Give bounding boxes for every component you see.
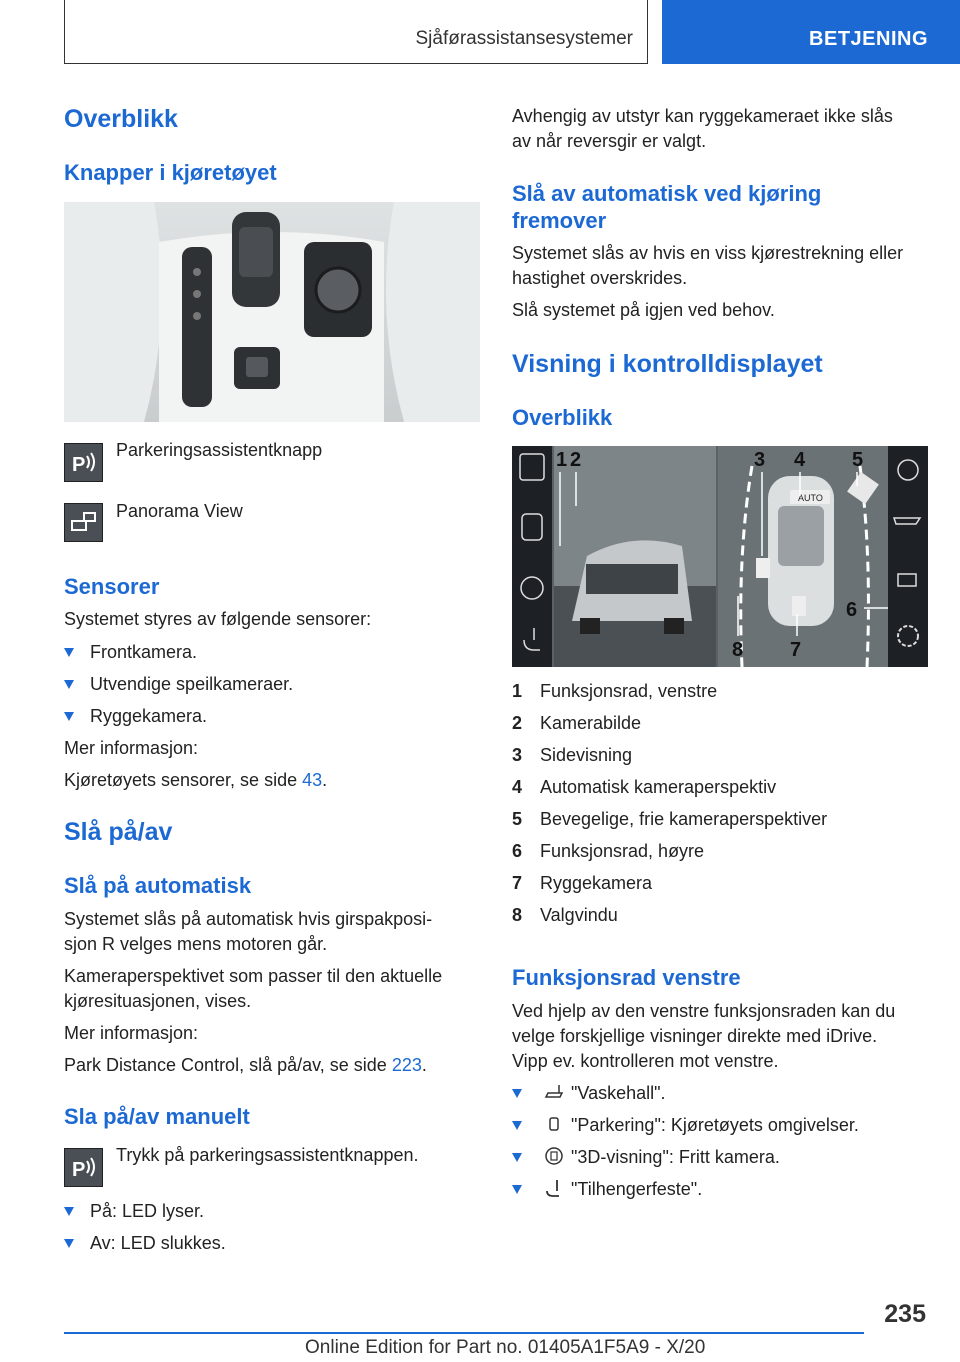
heading-auto-on: Slå på automatisk — [64, 873, 252, 898]
heading-auto-off-line1: Slå av automatisk ved kjøring — [512, 181, 822, 206]
parking-assistant-button-label: Parkeringsassistentknapp — [116, 440, 323, 460]
sensors-reference: Kjøretøyets sensorer, se side 43. — [64, 770, 328, 790]
list-item: "3D-visning": Fritt kamera. — [512, 1145, 780, 1170]
func-text-line2: velge forskjellige visninger direkte med iDrive. — [512, 1026, 878, 1046]
legend-item: 4 Automatisk kameraperspektiv — [512, 777, 777, 797]
header-tab[interactable] — [662, 0, 960, 64]
car-wash-icon — [543, 1081, 565, 1103]
legend-item: 8 Valgvindu — [512, 905, 618, 925]
list-item: Ryggekamera. — [64, 704, 207, 729]
console-buttons-photo — [64, 202, 480, 422]
off-text-line3: Slå systemet på igjen ved behov. — [512, 300, 775, 320]
header-section-box — [64, 0, 648, 64]
page-number: 235 — [884, 1300, 926, 1328]
callout-8: 8 — [732, 639, 744, 661]
intro-line2: av når reversgir er valgt. — [512, 131, 707, 151]
manual-text: Trykk på parkeringsassistentknappen. — [116, 1145, 419, 1165]
page-link-43[interactable]: 43 — [302, 770, 323, 790]
heading-sensors: Sensorer — [64, 574, 160, 599]
panorama-view-label: Panorama View — [116, 501, 243, 521]
callout-5: 5 — [852, 449, 864, 471]
off-text-line2: hastighet overskrides. — [512, 268, 688, 288]
legend-item: 3 Sidevisning — [512, 745, 633, 765]
list-item: "Tilhengerfeste". — [512, 1177, 702, 1202]
3d-view-icon — [543, 1145, 565, 1167]
svg-text:AUTO: AUTO — [798, 493, 823, 503]
legend-item: 6 Funksjonsrad, høyre — [512, 841, 705, 861]
intro-line1: Avhengig av utstyr kan ryggekameraet ikke slås — [512, 106, 893, 126]
parking-assistant-button-icon — [64, 443, 103, 482]
auto-text-line4: kjøresituasjonen, vises. — [64, 991, 252, 1011]
callout-2: 2 — [570, 449, 582, 471]
auto-text-line2: sjon R velges mens motoren går. — [64, 934, 328, 954]
heading-overview: Overblikk — [64, 105, 178, 133]
callout-7: 7 — [790, 639, 802, 661]
legend-item: 5 Bevegelige, frie kameraperspektiver — [512, 809, 828, 829]
off-text-line1: Systemet slås av hvis en viss kjørestrekning eller — [512, 243, 904, 263]
list-item: På: LED lyser. — [64, 1199, 204, 1224]
list-item: Utvendige speilkameraer. — [64, 672, 293, 697]
legend-item: 1 Funksjonsrad, venstre — [512, 681, 718, 701]
heading-buttons: Knapper i kjøretøyet — [64, 160, 277, 185]
heading-display: Visning i kontrolldisplayet — [512, 350, 823, 378]
legend-item: 7 Ryggekamera — [512, 873, 653, 893]
svg-text:P: P — [72, 1159, 86, 1181]
list-item: Av: LED slukkes. — [64, 1231, 226, 1256]
pdc-reference: Park Distance Control, slå på/av, se side 223. — [64, 1055, 427, 1075]
list-item: "Parkering": Kjøretøyets omgivelser. — [512, 1113, 859, 1138]
list-item: Frontkamera. — [64, 640, 197, 665]
header-section-title: Sjåførassistansesystemer — [415, 28, 633, 49]
footer-edition: Online Edition for Part no. 01405A1F5A9 - X/20 — [305, 1337, 706, 1358]
trailer-hitch-icon — [543, 1177, 565, 1199]
heading-on-off: Slå på/av — [64, 818, 173, 846]
auto-text-line1: Systemet slås på automatisk hvis girspakposi‐ — [64, 909, 433, 929]
svg-text:P: P — [72, 454, 86, 476]
more-info-label: Mer informasjon: — [64, 738, 199, 758]
heading-auto-off-line2: fremover — [512, 208, 607, 233]
footer-divider — [64, 1332, 864, 1334]
heading-function-row-left: Funksjonsrad venstre — [512, 965, 741, 990]
sensors-intro: Systemet styres av følgende sensorer: — [64, 609, 372, 629]
list-item: "Vaskehall". — [512, 1081, 666, 1106]
parking-view-icon — [543, 1113, 565, 1135]
func-text-line3: Vipp ev. kontrolleren mot venstre. — [512, 1051, 779, 1071]
more-info-label: Mer informasjon: — [64, 1023, 199, 1043]
parking-assistant-button-icon — [64, 1148, 103, 1187]
callout-4: 4 — [794, 449, 806, 471]
control-display-image — [512, 446, 928, 667]
heading-overview-2: Overblikk — [512, 405, 613, 430]
auto-text-line3: Kameraperspektivet som passer til den aktuelle — [64, 966, 443, 986]
panorama-view-icon — [64, 503, 103, 542]
callout-1: 1 — [556, 449, 568, 471]
legend-item: 2 Kamerabilde — [512, 713, 642, 733]
callout-6: 6 — [846, 599, 858, 621]
header-tab-label: BETJENING — [809, 28, 928, 50]
callout-3: 3 — [754, 449, 766, 471]
page-link-223[interactable]: 223 — [391, 1055, 422, 1075]
func-text-line1: Ved hjelp av den venstre funksjonsraden kan du — [512, 1001, 896, 1021]
heading-manual: Sla på/av manuelt — [64, 1104, 250, 1129]
